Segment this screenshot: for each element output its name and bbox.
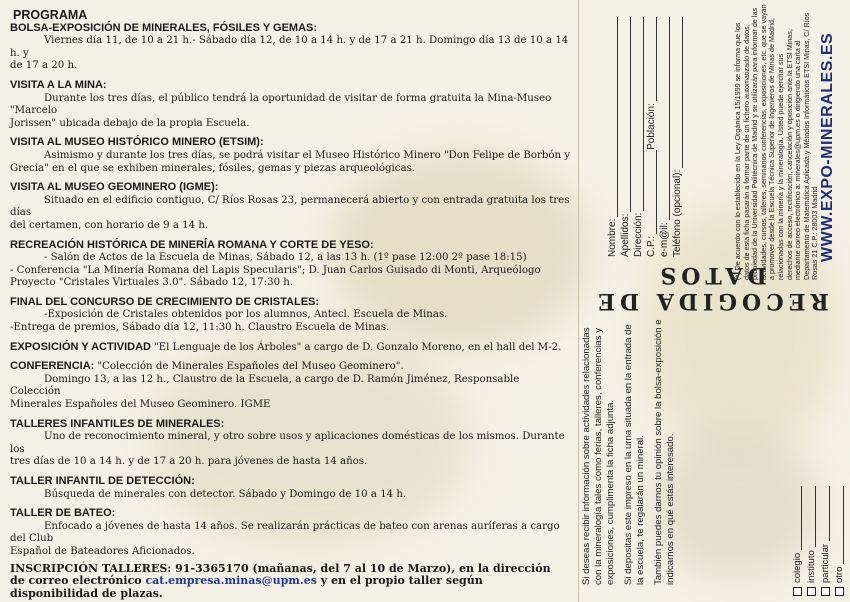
program-section — [10, 418, 572, 469]
interest-option[interactable] — [832, 486, 846, 596]
section-line: Jorissen" ubicada debajo de la propia Escuela. — [10, 117, 250, 129]
checkbox-label: instituto — [805, 550, 817, 583]
page-title: PROGRAMA — [13, 8, 88, 22]
section-line: Uno de reconocimiento mineral, y otro sobre usos y aplicaciones domésticas de los mismos. Durante los — [10, 431, 565, 455]
section-heading-line — [10, 341, 572, 355]
legal-line: mediante correo electrónico a: minerales@upm.es o dirigiendo una carta al — [793, 40, 803, 280]
instruction-line: indicarnos en qué estás interesado. — [665, 433, 676, 585]
form-field-row[interactable] — [657, 17, 670, 257]
instruction-line: También puedes darnos tu opinión sobre la bolsa-exposición e — [653, 319, 664, 585]
checkbox[interactable] — [835, 587, 844, 596]
legal-line: actividades, cursos, talleres, seminarios conferencias, exposiciones, etc. que se vayan — [758, 4, 768, 280]
program-section — [10, 296, 572, 335]
form-field-line[interactable] — [621, 17, 631, 212]
legal-line: derechos de acceso, rectificación, cancelación y oposición ante la ETSI Minas, — [784, 29, 794, 280]
inscripcion-line: INSCRIPCIÓN TALLERES: 91-3365170 (mañanas, del 7 al 10 de Marzo), en la dirección — [10, 561, 551, 575]
section-line: Domingo 13, a las 12 h., Claustro de la Escuela, a cargo de D. Ramón Jiménez, Responsable Colección — [10, 373, 520, 398]
interest-option[interactable] — [818, 486, 832, 596]
section-title: TALLERES INFANTILES DE MINERALES: — [10, 417, 225, 430]
section-heading-line — [10, 507, 572, 521]
section-title: VISITA AL MUSEO GEOMINERO (IGME): — [10, 181, 219, 194]
legal-line: propiedad de la Universidad Politécnica de Madrid y se utilizarán para informar de las — [750, 7, 760, 280]
form-field-label: Teléfono (opcional): — [672, 169, 683, 257]
section-heading-line — [10, 296, 572, 310]
section-title: TALLER DE BATEO: — [10, 507, 116, 520]
recogida-text: RECOGIDA DE DATOS — [593, 262, 829, 314]
checkbox[interactable] — [793, 587, 802, 596]
instruction-line: exposiciones, cumplimenta la ficha adjunta. — [605, 399, 616, 585]
form-field-label: Nombre: — [607, 218, 618, 257]
section-line: Proyecto "Cristales Virtuales 3.0". Sábado 12, 17:30 h. — [10, 277, 294, 289]
section-line: - Salón de Actos de la Escuela de Minas, Sábado 12, a las 13 h. (1º pase 12:00 2º pase 18:15) — [44, 252, 527, 264]
instructions-block — [581, 285, 677, 585]
program-section — [10, 475, 572, 501]
section-title: RECREACIÓN HISTÓRICA DE MINERÍA ROMANA Y CORTE DE YESO: — [10, 238, 374, 251]
checkbox[interactable] — [807, 587, 816, 596]
section-heading-line — [10, 22, 572, 36]
form-field-row[interactable] — [631, 17, 644, 257]
section-line: Minerales Españoles del Museo Geominero. IGME — [10, 399, 271, 411]
form-field-line[interactable] — [634, 17, 644, 211]
section-line: -Exposición de Cristales obtenidos por los alumnos, Antecl. Escuela de Minas. — [44, 309, 448, 321]
program-section — [10, 79, 572, 130]
email-link[interactable]: cat.empresa.minas@upm.es — [145, 574, 317, 588]
section-line: Situado en el edificio contiguo, C/ Ríos Rosas 23, permanecerá abierto y con entrada gratuita los tres días — [10, 194, 570, 219]
form-field-row[interactable] — [605, 17, 618, 257]
poblacion-label: Población: — [646, 103, 657, 150]
instruction-line: la escuela, te regalarán un mineral. — [635, 435, 646, 585]
website-url[interactable]: WWW.EXPO-MINERALES.ES — [819, 32, 836, 262]
section-heading-line — [10, 360, 572, 374]
section-heading-line — [10, 79, 572, 93]
section-heading-line — [10, 181, 572, 195]
section-line: Búsqueda de minerales con detector. Sábado y Domingo de 10 a 14 h. — [44, 488, 407, 500]
program-sections — [10, 22, 572, 559]
section-line: Español de Bateadores Aficionados. — [10, 545, 195, 557]
checkbox-label: particular — [819, 543, 831, 583]
form-field-row[interactable] — [644, 17, 657, 257]
program-section — [10, 360, 572, 411]
checkbox-line — [835, 486, 844, 564]
form-panel — [579, 0, 850, 602]
form-field-line[interactable] — [647, 150, 657, 234]
section-line: tres días de 10 a 14 h. y de 17 a 20 h. para jóvenes de hasta 14 años. — [10, 456, 368, 468]
program-section — [10, 507, 572, 558]
section-line: de 17 a 20 h. — [10, 60, 78, 72]
form-field-row[interactable] — [618, 17, 631, 257]
checkbox-line — [793, 486, 802, 550]
legal-line: datos de esta ficha pasarán a formar parte de un fichero automatizado de datos, — [741, 24, 751, 280]
form-field-line[interactable] — [673, 17, 683, 168]
form-field-label: C.P.: — [646, 236, 657, 257]
section-title: FINAL DEL CONCURSO DE CRECIMIENTO DE CRISTALES: — [10, 295, 320, 308]
interest-option[interactable] — [790, 486, 804, 596]
form-field-label: Apellidos: — [620, 213, 631, 257]
section-title: TALLER INFANTIL DE DETECCIÓN: — [10, 475, 195, 487]
program-section — [10, 181, 572, 232]
poblacion-line[interactable] — [647, 17, 657, 101]
checkbox-label: otro — [833, 566, 845, 583]
inscripcion-post: y en el propio taller según disponibilidad de plazas. — [10, 574, 483, 600]
program-section — [10, 136, 572, 175]
section-heading-line — [10, 418, 572, 432]
inscripcion-block — [10, 563, 572, 601]
section-line: Durante los tres días, el público tendrá la oportunidad de visitar de forma gratuita la Mina-Museo "Marcelo — [10, 92, 552, 117]
section-inline-text: "Colección de Minerales Españoles del Museo Geominero". — [97, 361, 404, 373]
section-line: - Conferencia "La Minería Romana del Lapis Specularis"; D. Juan Carlos Guisado di Monti, Arqueólogo — [10, 264, 541, 276]
interest-checks — [790, 486, 846, 596]
section-heading-line — [10, 475, 572, 489]
checkbox-label: colegio — [791, 552, 803, 583]
checkbox[interactable] — [821, 587, 830, 596]
program-section — [10, 22, 572, 73]
program-section — [10, 239, 572, 290]
checkbox-line — [807, 486, 816, 547]
section-heading-line — [10, 239, 572, 253]
section-line: del certamen, con horario de 9 a 14 h. — [10, 219, 209, 231]
section-title: BOLSA-EXPOSICIÓN DE MINERALES, FÓSILES Y GEMAS: — [10, 21, 318, 34]
instruction-line: con la mineralogía tales como ferias, talleres, conferencias y — [593, 327, 604, 585]
legal-line: Departamento de Matemática Aplicada y Métodos Informáticos ETSI Minas, C/ Ríos — [801, 12, 811, 280]
section-inline-text: "El Lenguaje de los Árboles" a cargo de D. Gonzalo Moreno, en el hall del M-2. — [154, 341, 562, 353]
form-field-label: Dirección: — [633, 212, 644, 257]
section-line: Enfocado a jóvenes de hasta 14 años. Se realizarán prácticas de bateo con arenas auríferas a cargo del Club — [10, 520, 560, 545]
data-form — [605, 17, 683, 257]
inscripcion-line-2 — [10, 575, 572, 600]
interest-option[interactable] — [804, 486, 818, 596]
section-line: Viernes día 11, de 10 a 21 h.- Sábado día 12, de 10 a 14 h. y de 17 a 21 h. Domingo día 13 de 10 a 14 h. y — [10, 35, 569, 59]
legal-line: Rosas 21 C.P.: 28003 Madrid — [810, 186, 820, 280]
section-line: -Entrega de premios, Sábado día 12, 11:30 h. Claustro Escuela de Minas. — [10, 322, 390, 334]
section-title: VISITA AL MUSEO HISTÓRICO MINERO (ETSIM): — [10, 136, 264, 149]
legal-notice — [734, 0, 820, 280]
legal-line: relacionadas con la minería y la mineralogía. Usted puede ejercitar sus — [775, 53, 785, 280]
legal-line: (*) De acuerdo con lo establecido en la Ley Orgánica 15/1999 se informa que los — [733, 22, 742, 280]
instruction-line: Si depositas este impreso en la urna situada en la entrada de — [623, 324, 634, 585]
section-title: EXPOSICIÓN Y ACTIVIDAD — [10, 340, 151, 353]
section-line: Grecia" en el que se exhiben minerales, fósiles, gemas y piezas arqueológicas. — [10, 162, 416, 174]
form-field-row[interactable] — [670, 17, 683, 257]
form-field-line[interactable] — [660, 17, 670, 220]
form-field-line[interactable] — [608, 17, 618, 217]
section-title: CONFERENCIA: — [10, 360, 95, 373]
program-column — [10, 9, 572, 600]
program-section — [10, 341, 572, 355]
instruction-line: Si deseas recibir información sobre actividades relacionadas — [581, 327, 592, 585]
section-line: Asimismo y durante los tres días, se podrá visitar el Museo Histórico Minero "Don Felipe de Borbón y — [44, 149, 571, 161]
form-field-label: e-m@il: — [659, 222, 670, 257]
checkbox-line — [821, 486, 830, 541]
section-title: VISITA A LA MINA: — [10, 78, 107, 91]
legal-line: a promover desde la Escuela Técnica Superior de Ingenieros de Minas de Madrid, — [767, 18, 777, 280]
inscripcion-pre: de correo electrónico — [10, 574, 146, 588]
section-heading-line — [10, 136, 572, 150]
